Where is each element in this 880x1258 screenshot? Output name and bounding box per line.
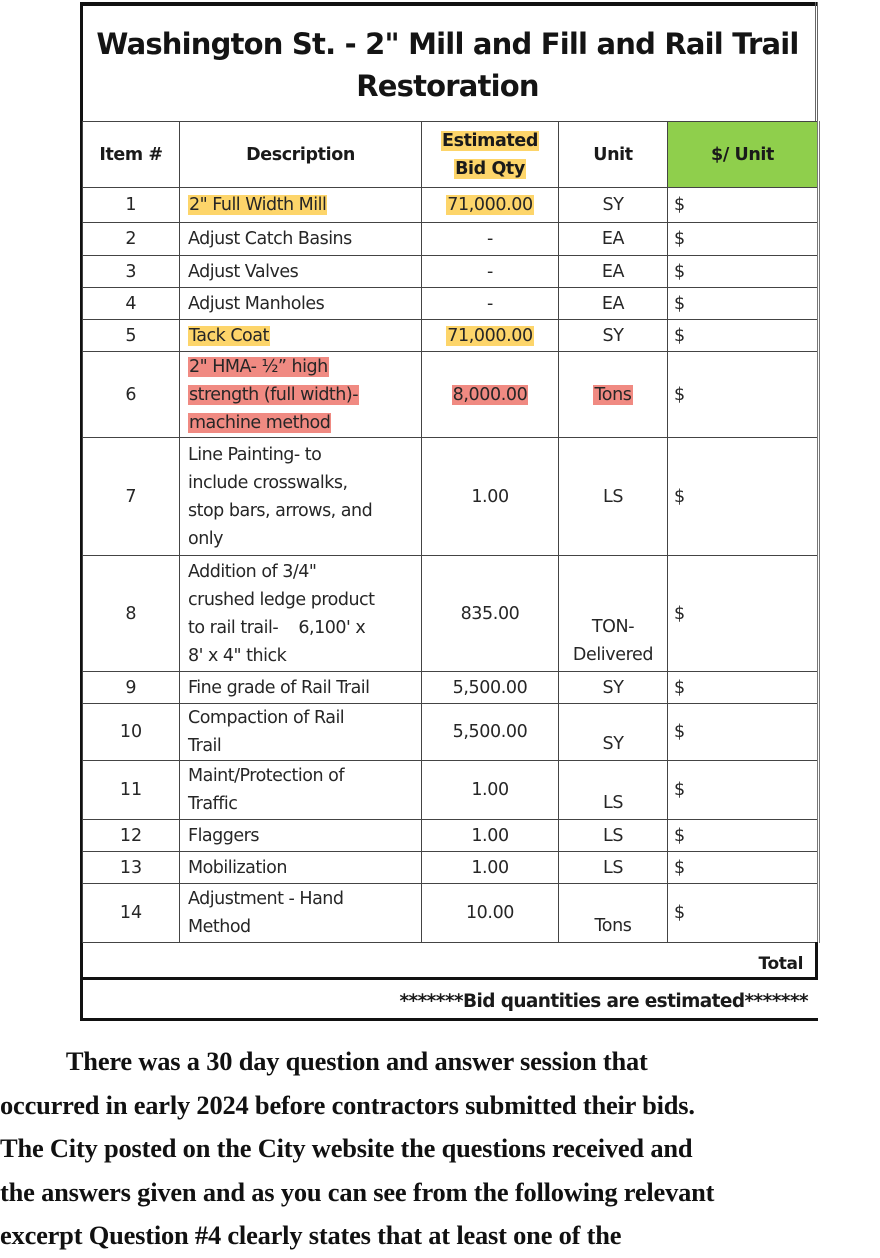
paragraph-line: The City posted on the City website the questions received and xyxy=(0,1133,693,1163)
paragraph-line: There was a 30 day question and answer session that xyxy=(65,1046,648,1076)
description-line: Line Painting- to xyxy=(188,444,322,465)
item-unit: LS xyxy=(559,820,668,852)
item-price-field[interactable]: $ xyxy=(668,438,819,556)
item-price-field[interactable]: $ xyxy=(668,352,819,438)
item-number: 13 xyxy=(83,852,180,884)
item-unit xyxy=(559,556,668,672)
item-qty: 5,500.00 xyxy=(422,672,559,704)
item-description xyxy=(180,320,422,352)
description-line: Method xyxy=(188,917,251,937)
item-price-field[interactable]: $ xyxy=(668,761,819,820)
item-qty: - xyxy=(422,223,559,256)
total-label: Total xyxy=(758,954,803,974)
item-unit: Tons xyxy=(559,884,668,943)
item-qty xyxy=(422,188,559,223)
item-number: 2 xyxy=(83,223,180,256)
item-description xyxy=(180,556,422,672)
item-number: 1 xyxy=(83,188,180,223)
description-line: machine method xyxy=(189,412,331,433)
item-description xyxy=(180,884,422,943)
item-description: Flaggers xyxy=(180,820,422,852)
item-price-field[interactable]: $ xyxy=(668,320,819,352)
table-row xyxy=(83,223,819,256)
item-number: 5 xyxy=(83,320,180,352)
estimate-footnote-row xyxy=(80,980,818,1021)
header-item-number: Item # xyxy=(83,122,180,188)
table-row xyxy=(83,188,819,223)
table-row xyxy=(83,352,819,438)
paragraph-line: excerpt Question #4 clearly states that at least one of the xyxy=(0,1220,622,1250)
description-line: stop bars, arrows, and xyxy=(188,500,373,521)
item-qty: 5,500.00 xyxy=(422,704,559,761)
item-unit xyxy=(559,352,668,438)
description-line: 8' x 4" thick xyxy=(188,645,287,666)
header-description: Description xyxy=(180,122,422,188)
item-unit: EA xyxy=(559,288,668,320)
item-number: 14 xyxy=(83,884,180,943)
table-row xyxy=(83,320,819,352)
table-row xyxy=(83,556,819,672)
description-line: Trail xyxy=(188,736,222,756)
description-line: include crosswalks, xyxy=(188,472,348,493)
item-number: 11 xyxy=(83,761,180,820)
item-description xyxy=(180,438,422,556)
table-row xyxy=(83,288,819,320)
item-unit: LS xyxy=(559,761,668,820)
item-number: 9 xyxy=(83,672,180,704)
item-price-field[interactable]: $ xyxy=(668,256,819,288)
item-qty: - xyxy=(422,288,559,320)
item-number: 4 xyxy=(83,288,180,320)
item-description xyxy=(180,188,422,223)
item-unit: LS xyxy=(559,438,668,556)
item-qty: - xyxy=(422,256,559,288)
table-row xyxy=(83,852,819,884)
item-description: Adjust Valves xyxy=(180,256,422,288)
bid-items-table xyxy=(82,121,820,943)
table-row xyxy=(83,820,819,852)
description-line: to rail trail- 6,100' x xyxy=(188,617,366,638)
item-price-field[interactable]: $ xyxy=(668,188,819,223)
header-estimated-bid-qty xyxy=(422,122,559,188)
item-qty: 1.00 xyxy=(422,761,559,820)
bid-sheet-title-box xyxy=(80,2,818,122)
description-line: strength (full width)- xyxy=(189,384,359,405)
item-unit: SY xyxy=(559,672,668,704)
item-qty xyxy=(422,320,559,352)
item-description: Fine grade of Rail Trail xyxy=(180,672,422,704)
item-unit: LS xyxy=(559,852,668,884)
qty-text: 71,000.00 xyxy=(447,325,533,346)
item-number: 3 xyxy=(83,256,180,288)
item-qty: 1.00 xyxy=(422,820,559,852)
description-line: Maint/Protection of xyxy=(188,766,344,786)
item-description xyxy=(180,352,422,438)
item-qty: 1.00 xyxy=(422,438,559,556)
paragraph-line: occurred in early 2024 before contractors submitted their bids. xyxy=(0,1089,695,1120)
item-price-field[interactable]: $ xyxy=(668,852,819,884)
item-price-field[interactable]: $ xyxy=(668,556,819,672)
item-number: 7 xyxy=(83,438,180,556)
description-text: Tack Coat xyxy=(189,325,269,346)
table-row xyxy=(83,704,819,761)
estimate-footnote: *******Bid quantities are estimated******* xyxy=(399,991,808,1012)
item-unit: SY xyxy=(559,704,668,761)
description-line: crushed ledge product xyxy=(188,589,375,610)
item-number: 12 xyxy=(83,820,180,852)
total-row xyxy=(80,942,818,980)
item-price-field[interactable]: $ xyxy=(668,288,819,320)
item-unit: EA xyxy=(559,256,668,288)
item-qty: 10.00 xyxy=(422,884,559,943)
unit-line: TON- xyxy=(591,617,635,637)
qty-text: 71,000.00 xyxy=(447,195,533,215)
item-description: Mobilization xyxy=(180,852,422,884)
table-row xyxy=(83,761,819,820)
item-unit: SY xyxy=(559,188,668,223)
header-unit: Unit xyxy=(559,122,668,188)
item-price-field[interactable]: $ xyxy=(668,672,819,704)
item-price-field[interactable]: $ xyxy=(668,223,819,256)
description-line: Addition of 3/4" xyxy=(188,561,317,582)
item-description xyxy=(180,704,422,761)
item-unit: SY xyxy=(559,320,668,352)
description-text: 2" Full Width Mill xyxy=(189,195,327,215)
body-paragraph xyxy=(0,1040,880,1258)
item-unit: EA xyxy=(559,223,668,256)
table-row xyxy=(83,672,819,704)
table-row xyxy=(83,256,819,288)
description-line: Traffic xyxy=(188,794,238,814)
description-line: Compaction of Rail xyxy=(188,708,345,728)
item-description: Adjust Catch Basins xyxy=(180,223,422,256)
item-number: 8 xyxy=(83,556,180,672)
item-price-field[interactable]: $ xyxy=(668,884,819,943)
item-number: 6 xyxy=(83,352,180,438)
description-line: 2" HMA- ½” high xyxy=(189,356,328,377)
bid-sheet-title: Washington St. - 2" Mill and Fill and Rail Trail Restoration xyxy=(96,27,799,103)
description-line: Adjustment - Hand xyxy=(188,889,344,909)
item-description: Adjust Manholes xyxy=(180,288,422,320)
item-description xyxy=(180,761,422,820)
description-line: only xyxy=(188,528,224,549)
paragraph-line: the answers given and as you can see from the following relevant xyxy=(0,1176,715,1207)
unit-line: Delivered xyxy=(572,645,654,665)
table-header-row xyxy=(83,122,819,188)
item-number: 10 xyxy=(83,704,180,761)
item-qty: 835.00 xyxy=(422,556,559,672)
item-price-field[interactable]: $ xyxy=(668,704,819,761)
header-price-per-unit: $/ Unit xyxy=(668,122,819,188)
qty-text: 8,000.00 xyxy=(452,384,528,405)
table-row xyxy=(83,884,819,943)
unit-text: Tons xyxy=(594,384,632,405)
header-qty-line-1: Estimated xyxy=(442,130,538,151)
item-price-field[interactable]: $ xyxy=(668,820,819,852)
item-qty xyxy=(422,352,559,438)
header-qty-line-2: Bid Qty xyxy=(455,158,525,179)
item-qty: 1.00 xyxy=(422,852,559,884)
table-row xyxy=(83,438,819,556)
